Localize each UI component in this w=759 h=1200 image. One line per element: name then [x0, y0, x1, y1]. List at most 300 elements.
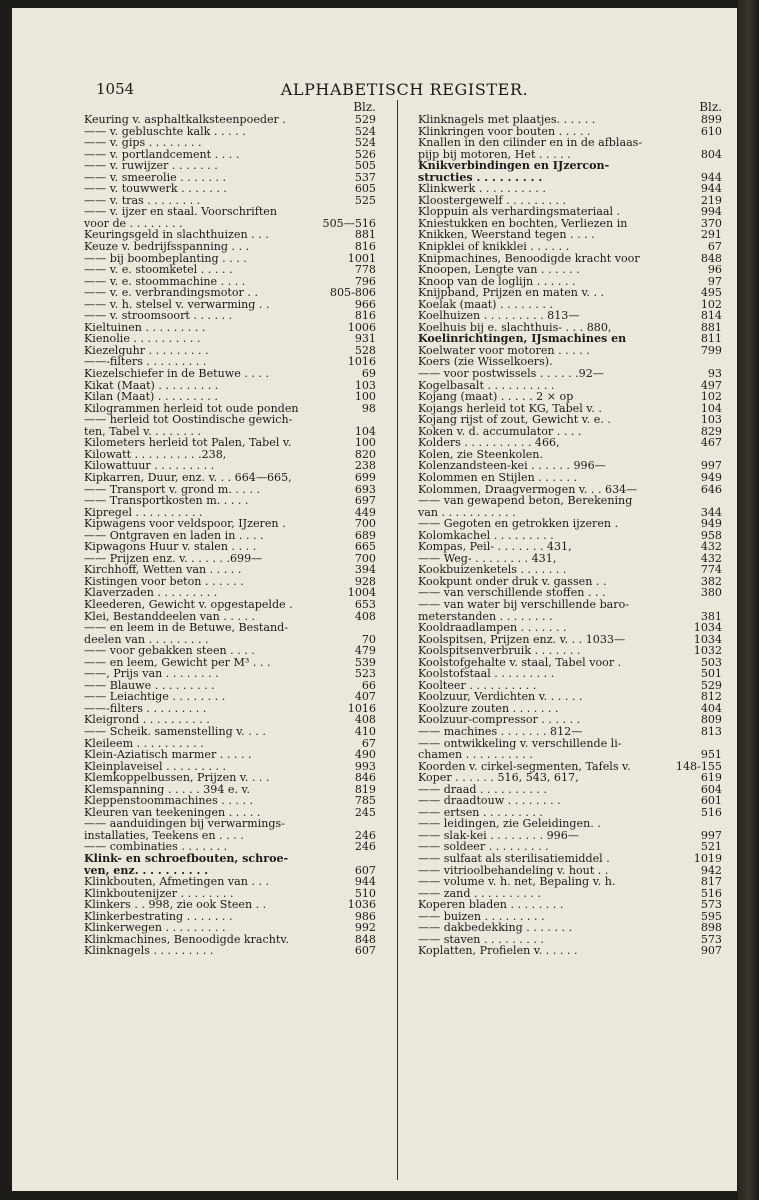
index-entry: [418, 264, 722, 276]
entry-text: van . . . . . . . . . . .: [418, 505, 516, 519]
index-entry: [418, 160, 722, 172]
entry-page-ref: 490: [354, 748, 376, 762]
index-entry: [418, 772, 722, 784]
entry-page-ref: 528: [354, 343, 376, 357]
entry-text: Kipwagens voor veldspoor, IJzeren .: [84, 517, 286, 531]
entry-page-ref: 404: [700, 701, 722, 715]
entry-text: Kilogrammen herleid tot oude ponden: [84, 401, 299, 415]
entry-text: —— v. e. stoomketel . . . . .: [84, 263, 233, 277]
entry-page-ref: 1036: [347, 898, 376, 912]
entry-page-ref: 605: [354, 182, 376, 196]
entry-text: Koelhuizen . . . . . . . . . 813—: [418, 309, 580, 323]
index-entry: [84, 876, 376, 888]
entry-page-ref: 573: [700, 932, 722, 946]
entry-text: —— dakbedekking . . . . . . .: [418, 921, 573, 935]
entry-page-ref: 104: [354, 424, 376, 438]
entry-text: Kojang (maat) . . . . . 2 × op: [418, 390, 574, 404]
entry-text: Kiezelguhr . . . . . . . . .: [84, 343, 209, 357]
entry-list: [418, 114, 722, 957]
entry-page-ref: 98: [361, 401, 376, 415]
entry-page-ref: 811: [700, 332, 722, 346]
entry-page-ref: 829: [700, 424, 722, 438]
entry-page-ref: 408: [354, 609, 376, 623]
entry-page-ref: 804: [700, 147, 722, 161]
entry-page-ref: 931: [354, 332, 376, 346]
entry-text: Kiezelschiefer in de Betuwe . . . .: [84, 367, 270, 381]
entry-text: Kogelbasalt . . . . . . . . . .: [418, 378, 555, 392]
entry-text: —— v. smeerolie . . . . . . .: [84, 170, 227, 184]
index-entry: [84, 749, 376, 761]
entry-page-ref: 944: [700, 170, 722, 184]
entry-text: Klinkers . . 998, zie ook Steen . .: [84, 898, 267, 912]
entry-text: —— Blauwe . . . . . . . . .: [84, 678, 215, 692]
entry-text: Klinkbouten, Afmetingen van . . .: [84, 875, 270, 889]
entry-text: Koperen bladen . . . . . . . .: [418, 898, 564, 912]
entry-text: Kienolie . . . . . . . . . .: [84, 332, 201, 346]
entry-page-ref: 1001: [347, 251, 376, 265]
entry-text: —— bij boombeplanting . . . .: [84, 251, 247, 265]
entry-text: Klinkerbestrating . . . . . . .: [84, 909, 233, 923]
entry-page-ref: 1016: [347, 355, 376, 369]
entry-page-ref: 813: [700, 724, 722, 738]
entry-text: Kolommen, Draagvermogen v. . . 634—: [418, 482, 638, 496]
entry-page-ref: 689: [354, 528, 376, 542]
entry-page-ref: 997: [700, 828, 722, 842]
index-entry: [84, 853, 376, 865]
entry-text: Koelwater voor motoren . . . . .: [418, 343, 590, 357]
index-entry: [84, 899, 376, 911]
entry-text: ——-filters . . . . . . . . .: [84, 355, 207, 369]
entry-text: Koolzuur-compressor . . . . . .: [418, 713, 581, 727]
entry-text: Kleigrond . . . . . . . . . .: [84, 713, 210, 727]
entry-page-ref: 219: [700, 193, 722, 207]
entry-text: —— v. tras . . . . . . . .: [84, 193, 201, 207]
entry-page-ref: 778: [354, 263, 376, 277]
entry-text: Koorden v. cirkel-segmenten, Tafels v.: [418, 759, 631, 773]
entry-page-ref: 907: [700, 944, 722, 958]
entry-page-ref: 238: [354, 459, 376, 473]
entry-page-ref: 503: [700, 655, 722, 669]
entry-page-ref: 432: [700, 540, 722, 554]
entry-page-ref: 846: [354, 771, 376, 785]
entry-text: Kipregel . . . . . . . . . .: [84, 505, 203, 519]
entry-text: Klinkboutenijzer . . . . . . . .: [84, 886, 234, 900]
entry-text: Koolzuur, Verdichten v. . . . . .: [418, 690, 583, 704]
index-entry: [84, 241, 376, 253]
entry-text: Klinkwerk . . . . . . . . . .: [418, 182, 546, 196]
index-entry: [84, 726, 376, 738]
entry-text: Kistingen voor beton . . . . . .: [84, 574, 244, 588]
entry-page-ref: 537: [354, 170, 376, 184]
index-entry: [84, 391, 376, 403]
entry-text: —— Prijzen enz. v. . . . . . .699—: [84, 551, 263, 565]
entry-text: Knipklei of knikklei . . . . . .: [418, 240, 570, 254]
entry-page-ref: 986: [354, 909, 376, 923]
entry-text: —— v. stroomsoort . . . . . .: [84, 309, 233, 323]
entry-page-ref: 524: [354, 124, 376, 138]
index-entry: [418, 645, 722, 657]
entry-text: —— v. e. stoommachine . . . .: [84, 274, 246, 288]
index-entry: [418, 853, 722, 865]
entry-text: Koolstofgehalte v. staal, Tabel voor .: [418, 655, 622, 669]
entry-text: —— vitrioolbehandeling v. hout . .: [418, 863, 609, 877]
entry-page-ref: 994: [700, 205, 722, 219]
entry-text: pijp bij motoren, Het . . . . .: [418, 147, 571, 161]
entry-text: voor de . . . . . . . .: [84, 216, 183, 230]
entry-page-ref: 526: [354, 147, 376, 161]
entry-page-ref: 102: [700, 390, 722, 404]
entry-text: Kolomkachel . . . . . . . . .: [418, 528, 554, 542]
entry-text: Koolteer . . . . . . . . . .: [418, 678, 537, 692]
entry-page-ref: 246: [354, 840, 376, 854]
entry-text: —— v. ijzer en staal. Voorschriften: [84, 205, 277, 219]
entry-text: —— Leiachtige . . . . . . . .: [84, 690, 226, 704]
entry-text: Kookbuizenketels . . . . . . .: [418, 563, 567, 577]
index-entry: [418, 726, 722, 738]
entry-page-ref: 467: [700, 436, 722, 450]
entry-page-ref: 992: [354, 921, 376, 935]
entry-text: Kooldraadlampen . . . . . . .: [418, 621, 567, 635]
entry-text: —— van water bij verschillende baro-: [418, 597, 630, 611]
entry-text: —— voor postwissels . . . . . .92—: [418, 367, 604, 381]
column-divider: [397, 100, 398, 1180]
entry-page-ref: 944: [354, 875, 376, 889]
entry-text: Koken v. d. accumulator . . . .: [418, 424, 582, 438]
entry-page-ref: 785: [354, 794, 376, 808]
entry-text: Koolspitsen, Prijzen enz. v. . . 1033—: [418, 632, 626, 646]
index-entry: [418, 749, 722, 761]
entry-text: Knoop van de loglijn . . . . . .: [418, 274, 576, 288]
entry-page-ref: 966: [354, 297, 376, 311]
index-entry: [84, 622, 376, 634]
entry-text: Klinkmachines, Benoodigde krachtv.: [84, 932, 289, 946]
entry-text: Kolders . . . . . . . . . . 466,: [418, 436, 560, 450]
entry-page-ref: 653: [354, 597, 376, 611]
entry-page-ref: 67: [361, 736, 376, 750]
entry-text: Kojangs herleid tot KG, Tabel v. .: [418, 401, 602, 415]
entry-page-ref: 805-806: [329, 286, 376, 300]
entry-page-ref: 102: [700, 297, 722, 311]
entry-page-ref: 949: [700, 517, 722, 531]
index-entry: [418, 137, 722, 149]
index-entry: [84, 160, 376, 172]
entry-text: Kloostergewelf . . . . . . . . .: [418, 193, 567, 207]
entry-page-ref: 1006: [347, 320, 376, 334]
entry-text: —— en leem in de Betuwe, Bestand-: [84, 621, 288, 635]
entry-text: —— staven . . . . . . . . .: [418, 932, 544, 946]
entry-text: —— machines . . . . . . . 812—: [418, 724, 583, 738]
entry-text: Klink- en schroefbouten, schroe-: [84, 852, 289, 865]
entry-page-ref: 382: [700, 574, 722, 588]
entry-text: Kolommen en Stijlen . . . . . .: [418, 470, 578, 484]
entry-text: —— v. e. verbrandingsmotor . .: [84, 286, 258, 300]
entry-page-ref: 604: [700, 782, 722, 796]
entry-text: —— v. gebluschte kalk . . . . .: [84, 124, 246, 138]
entry-text: Kniestukken en bochten, Verliezen in: [418, 216, 628, 230]
entry-page-ref: 951: [700, 748, 722, 762]
entry-page-ref: 505: [354, 159, 376, 173]
entry-page-ref: 103: [354, 378, 376, 392]
entry-text: Knallen in den cilinder en in de afblaas-: [418, 136, 643, 150]
entry-text: Klinkringen voor bouten . . . . .: [418, 124, 591, 138]
entry-text: —— van verschillende stoffen . . .: [418, 586, 606, 600]
index-entry: [84, 137, 376, 149]
entry-page-ref: 1019: [693, 852, 722, 865]
index-entry: [84, 264, 376, 276]
entry-text: —— herleid tot Oostindische gewich-: [84, 413, 293, 427]
entry-text: Klinknagels . . . . . . . . .: [84, 944, 214, 958]
entry-page-ref: 899: [700, 113, 722, 126]
entry-text: Kikat (Maat) . . . . . . . . .: [84, 378, 219, 392]
entry-text: —— en leem, Gewicht per M³ . . .: [84, 655, 271, 669]
entry-text: Kolenzandsteen-kei . . . . . . 996—: [418, 459, 606, 473]
index-entry: [418, 472, 722, 484]
entry-text: Kilowatt . . . . . . . . . .238,: [84, 447, 227, 461]
entry-text: —— draad . . . . . . . . . .: [418, 782, 547, 796]
entry-text: ——-filters . . . . . . . . .: [84, 701, 207, 715]
entry-page-ref: 942: [700, 863, 722, 877]
entry-text: —— Transport v. grond m. . . . .: [84, 482, 261, 496]
index-entry: [418, 368, 722, 380]
entry-page-ref: 479: [354, 644, 376, 658]
index-column-left: [84, 100, 376, 957]
entry-text: Koolstofstaal . . . . . . . . .: [418, 667, 555, 681]
entry-page-ref: 816: [354, 240, 376, 254]
entry-text: —— volume v. h. net, Bepaling v. h.: [418, 875, 616, 889]
entry-page-ref: 812: [700, 690, 722, 704]
entry-text: Koelhuis bij e. slachthuis- . . . 880,: [418, 320, 612, 334]
entry-text: —— van gewapend beton, Berekening: [418, 494, 633, 508]
entry-page-ref: 501: [700, 667, 722, 681]
index-entry: [84, 368, 376, 380]
index-entry: [84, 495, 376, 507]
index-entry: [418, 622, 722, 634]
entry-text: —— zand . . . . . . . . . .: [418, 886, 541, 900]
entry-text: —— Transportkosten m. . . . .: [84, 494, 249, 508]
entry-page-ref: 848: [700, 251, 722, 265]
entry-page-ref: 495: [700, 286, 722, 300]
entry-page-ref: 408: [354, 713, 376, 727]
entry-text: Kolen, zie Steenkolen.: [418, 447, 543, 461]
entry-text: Kleppenstoommachines . . . . .: [84, 794, 254, 808]
entry-page-ref: 700: [354, 517, 376, 531]
entry-page-ref: 1034: [693, 632, 722, 646]
entry-page-ref: 944: [700, 182, 722, 196]
entry-text: Keuze v. bedrijfsspanning . . .: [84, 240, 250, 254]
entry-page-ref: 66: [361, 678, 376, 692]
entry-text: —— combinaties . . . . . . .: [84, 840, 228, 854]
entry-text: Kipkarren, Duur, enz. v. . . 664—665,: [84, 470, 292, 484]
entry-text: —— v. touwwerk . . . . . . .: [84, 182, 227, 196]
column-header: Blz.: [699, 100, 722, 114]
entry-text: Kleinplaveisel . . . . . . . . .: [84, 759, 227, 773]
entry-page-ref: 516: [700, 805, 722, 819]
entry-page-ref: 100: [354, 390, 376, 404]
entry-text: Kieltuinen . . . . . . . . .: [84, 320, 206, 334]
entry-page-ref: 1032: [693, 644, 722, 658]
column-header: Blz.: [353, 100, 376, 114]
entry-page-ref: 525: [354, 193, 376, 207]
entry-text: Kilowattuur . . . . . . . . .: [84, 459, 215, 473]
entry-page-ref: 505—516: [322, 216, 376, 230]
entry-text: —— leidingen, zie Geleidingen. .: [418, 817, 601, 831]
entry-text: Keuringsgeld in slachthuizen . . .: [84, 228, 269, 242]
entry-text: deelen van . . . . . . . . .: [84, 632, 209, 646]
entry-page-ref: 432: [700, 551, 722, 565]
entry-text: —— Ontgraven en laden in . . . .: [84, 528, 264, 542]
entry-page-ref: 699: [354, 470, 376, 484]
entry-page-ref: 816: [354, 309, 376, 323]
index-entry: [84, 472, 376, 484]
entry-text: Kompas, Peil- . . . . . . . 431,: [418, 540, 572, 554]
entry-page-ref: 774: [700, 563, 722, 577]
entry-page-ref: 521: [700, 840, 722, 854]
entry-page-ref: 700: [354, 551, 376, 565]
index-entry: [418, 599, 722, 611]
entry-page-ref: 646: [700, 482, 722, 496]
index-entry: [418, 945, 722, 957]
entry-text: Kirchhoff, Wetten van . . . . .: [84, 563, 242, 577]
entry-text: Klaverzaden . . . . . . . . .: [84, 586, 218, 600]
entry-text: Kilan (Maat) . . . . . . . . .: [84, 390, 218, 404]
entry-page-ref: 1016: [347, 701, 376, 715]
book-spine: [738, 0, 759, 1200]
entry-list: [84, 114, 376, 957]
entry-page-ref: 245: [354, 805, 376, 819]
entry-page-ref: 246: [354, 828, 376, 842]
entry-text: Knikverbindingen en IJzercon-: [418, 159, 610, 173]
entry-page-ref: 539: [354, 655, 376, 669]
entry-text: Kloppuin als verhardingsmateriaal .: [418, 205, 621, 219]
entry-page-ref: 449: [354, 505, 376, 519]
entry-text: Koper . . . . . . 516, 543, 617,: [418, 771, 579, 785]
entry-page-ref: 523: [354, 667, 376, 681]
entry-page-ref: 67: [707, 240, 722, 254]
entry-page-ref: 529: [354, 113, 376, 126]
entry-page-ref: 993: [354, 759, 376, 773]
entry-text: Klemspanning . . . . . 394 e. v.: [84, 782, 250, 796]
entry-page-ref: 607: [354, 944, 376, 958]
entry-page-ref: 898: [700, 921, 722, 935]
entry-page-ref: 344: [700, 505, 722, 519]
entry-text: Kleederen, Gewicht v. opgestapelde .: [84, 597, 293, 611]
entry-page-ref: 510: [354, 886, 376, 900]
entry-text: —— buizen . . . . . . . . .: [418, 909, 545, 923]
index-entry: [84, 945, 376, 957]
entry-text: —— v. gips . . . . . . . .: [84, 136, 202, 150]
entry-page-ref: 1004: [347, 586, 376, 600]
entry-page-ref: 796: [354, 274, 376, 288]
entry-page-ref: 410: [354, 724, 376, 738]
entry-text: meterstanden . . . . . . . .: [418, 609, 553, 623]
entry-text: Knipmachines, Benoodigde kracht voor: [418, 251, 640, 265]
entry-page-ref: 881: [354, 228, 376, 242]
entry-page-ref: 381: [700, 609, 722, 623]
entry-page-ref: 958: [700, 528, 722, 542]
entry-page-ref: 601: [700, 794, 722, 808]
entry-text: Koplatten, Profielen v. . . . . .: [418, 944, 578, 958]
entry-text: chamen . . . . . . . . . .: [418, 748, 533, 762]
page-header: [96, 80, 713, 100]
index-entry: [418, 114, 722, 126]
entry-page-ref: 407: [354, 690, 376, 704]
entry-text: —— draadtouw . . . . . . . .: [418, 794, 561, 808]
entry-page-ref: 529: [700, 678, 722, 692]
entry-text: structies . . . . . . . . .: [418, 170, 543, 184]
index-entry: [84, 772, 376, 784]
entry-text: —— ontwikkeling v. verschillende li-: [418, 736, 622, 750]
index-entry: [418, 518, 722, 530]
entry-page-ref: 104: [700, 401, 722, 415]
entry-page-ref: 1034: [693, 621, 722, 635]
entry-text: Knoopen, Lengte van . . . . . .: [418, 263, 580, 277]
entry-text: Klei, Bestanddeelen van . . . . .: [84, 609, 256, 623]
entry-page-ref: 573: [700, 898, 722, 912]
entry-page-ref: 497: [700, 378, 722, 392]
entry-text: —— v. portlandcement . . . .: [84, 147, 240, 161]
entry-text: Kojang rijst of zout, Gewicht v. e. .: [418, 413, 611, 427]
entry-page-ref: 814: [700, 309, 722, 323]
entry-text: Koolspitsenverbruik . . . . . . .: [418, 644, 581, 658]
entry-text: Koelinrichtingen, IJsmachines en: [418, 332, 627, 346]
entry-text: Knijpband, Prijzen en maten v. . .: [418, 286, 605, 300]
entry-page-ref: 848: [354, 932, 376, 946]
entry-page-ref: 693: [354, 482, 376, 496]
entry-text: installaties, Teekens en . . . .: [84, 828, 244, 842]
entry-text: —— soldeer . . . . . . . . .: [418, 840, 549, 854]
entry-text: —— v. ruwijzer . . . . . . .: [84, 159, 218, 173]
entry-page-ref: 697: [354, 494, 376, 508]
index-entry: [418, 876, 722, 888]
entry-page-ref: 516: [700, 886, 722, 900]
entry-text: —— aanduidingen bij verwarmings-: [84, 817, 285, 831]
entry-page-ref: 380: [700, 586, 722, 600]
entry-text: ten, Tabel v. . . . . . . .: [84, 424, 201, 438]
entry-page-ref: 665: [354, 540, 376, 554]
entry-text: Klinknagels met plaatjes. . . . . .: [418, 113, 596, 126]
index-column-right: [418, 100, 722, 957]
entry-text: Koers (zie Wisselkoers).: [418, 355, 553, 369]
entry-text: Koelak (maat) . . . . . . . .: [418, 297, 553, 311]
entry-text: Klinkerwegen . . . . . . . . .: [84, 921, 226, 935]
entry-text: —— slak-kei . . . . . . . . 996—: [418, 828, 579, 842]
entry-page-ref: 997: [700, 459, 722, 473]
entry-page-ref: 949: [700, 470, 722, 484]
entry-page-ref: 881: [700, 320, 722, 334]
entry-text: —— Gegoten en getrokken ijzeren .: [418, 517, 619, 531]
entry-page-ref: 607: [354, 863, 376, 877]
entry-text: Kipwagons Huur v. stalen . . . .: [84, 540, 257, 554]
index-entry: [418, 391, 722, 403]
entry-text: —— ertsen . . . . . . . . .: [418, 805, 543, 819]
entry-page-ref: 93: [707, 367, 722, 381]
entry-page-ref: 291: [700, 228, 722, 242]
entry-text: ——, Prijs van . . . . . . . .: [84, 667, 219, 681]
page-title: ALPHABETISCH REGISTER.: [280, 80, 529, 99]
entry-text: Kookpunt onder druk v. gassen . .: [418, 574, 607, 588]
entry-page-ref: 820: [354, 447, 376, 461]
entry-text: Koolzure zouten . . . . . . .: [418, 701, 559, 715]
entry-page-ref: 103: [700, 413, 722, 427]
entry-text: —— Weg- . . . . . . . . 431,: [418, 551, 557, 565]
index-entry: [418, 899, 722, 911]
entry-page-ref: 595: [700, 909, 722, 923]
entry-page-ref: 610: [700, 124, 722, 138]
page-number: 1054: [96, 80, 135, 98]
entry-text: —— voor gebakken steen . . . .: [84, 644, 255, 658]
entry-page-ref: 394: [354, 563, 376, 577]
entry-page-ref: 100: [354, 436, 376, 450]
